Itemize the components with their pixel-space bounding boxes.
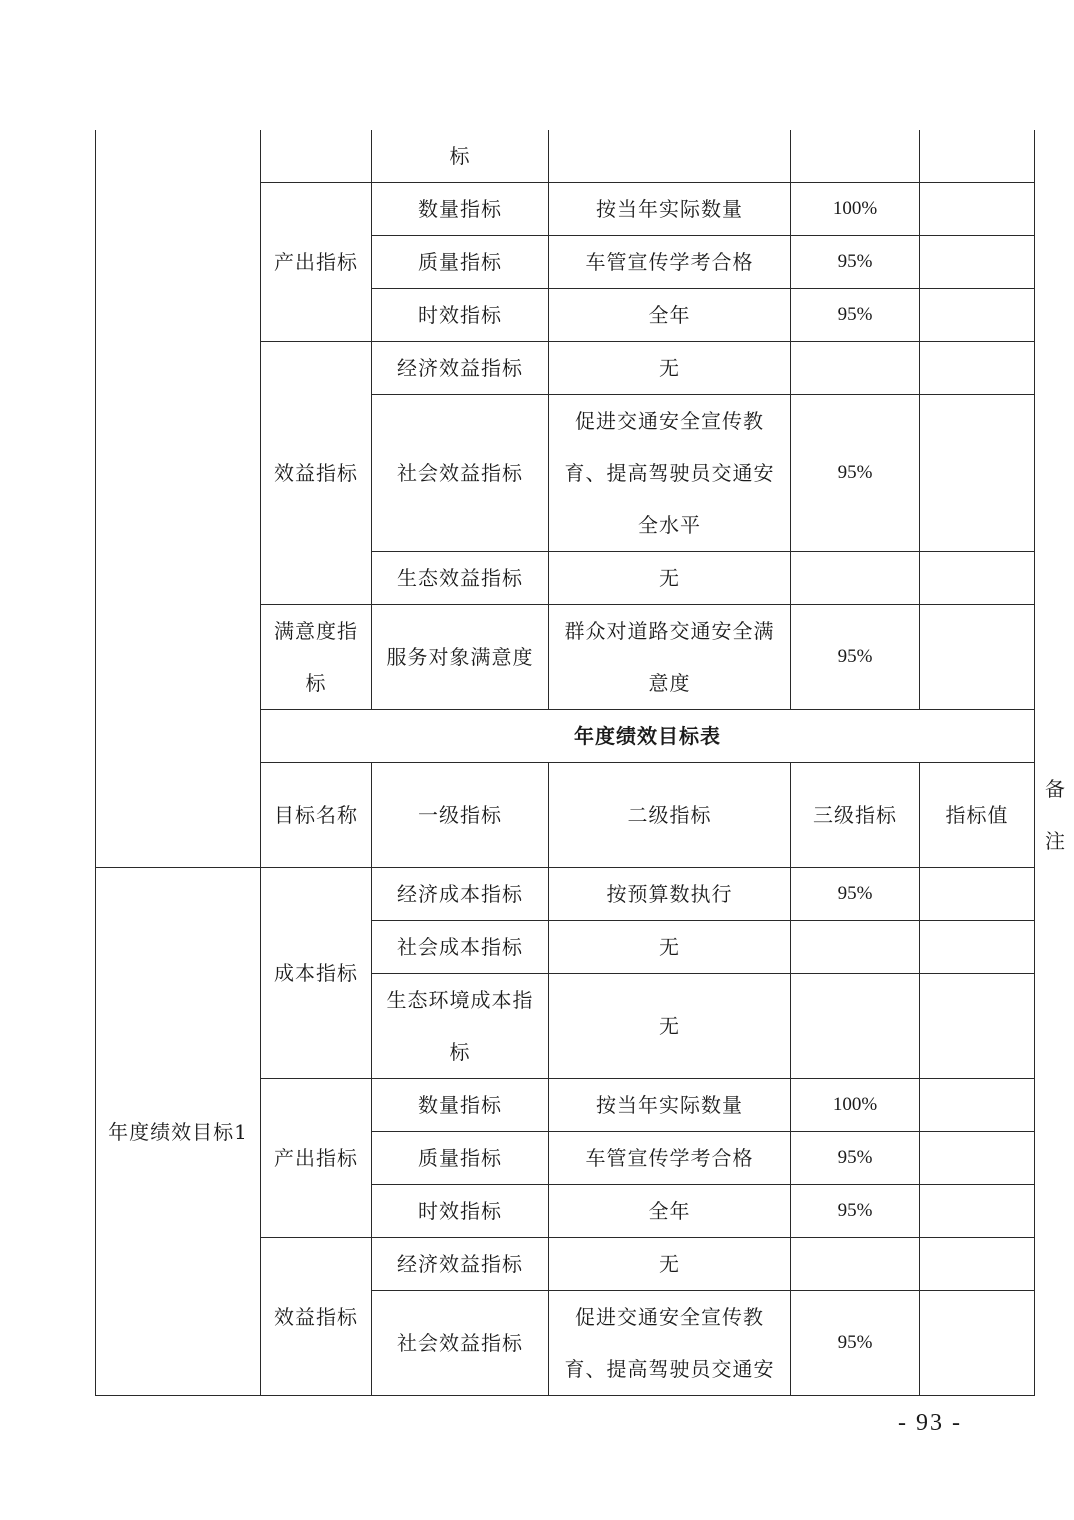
value-cell: 95% xyxy=(791,1291,920,1396)
note-cell xyxy=(920,289,1035,342)
value-cell xyxy=(791,130,920,183)
level3-cell: 全年 xyxy=(549,289,791,342)
level1-cell-continued xyxy=(261,130,372,183)
header-level1: 一级指标 xyxy=(372,763,549,868)
level2-cell: 生态环境成本指标 xyxy=(372,974,549,1079)
level2-cell: 数量指标 xyxy=(372,183,549,236)
level2-cell: 经济成本指标 xyxy=(372,868,549,921)
level2-cell: 标 xyxy=(372,130,549,183)
header-level2: 二级指标 xyxy=(549,763,791,868)
level2-cell: 社会效益指标 xyxy=(372,395,549,552)
target-name-cell-continued xyxy=(96,130,261,868)
note-cell xyxy=(920,605,1035,710)
section-title: 年度绩效目标表 xyxy=(261,710,1035,763)
level3-cell: 按预算数执行 xyxy=(549,868,791,921)
note-cell xyxy=(920,868,1035,921)
value-cell xyxy=(791,921,920,974)
note-cell xyxy=(920,1132,1035,1185)
level1-cell: 满意度指标 xyxy=(261,605,372,710)
note-cell xyxy=(920,1291,1035,1396)
level1-cell: 效益指标 xyxy=(261,342,372,605)
level2-cell: 时效指标 xyxy=(372,289,549,342)
level1-cell: 成本指标 xyxy=(261,868,372,1079)
value-cell: 95% xyxy=(791,395,920,552)
note-cell xyxy=(920,342,1035,395)
level3-cell: 无 xyxy=(549,1238,791,1291)
level3-cell: 无 xyxy=(549,921,791,974)
value-cell: 100% xyxy=(791,183,920,236)
level2-cell: 社会成本指标 xyxy=(372,921,549,974)
table-row xyxy=(96,868,1035,921)
level3-cell: 促进交通安全宣传教育、提高驾驶员交通安 xyxy=(549,1291,791,1396)
note-cell xyxy=(920,395,1035,552)
performance-table xyxy=(95,130,1066,1396)
value-cell: 95% xyxy=(791,1132,920,1185)
value-cell: 95% xyxy=(791,1185,920,1238)
value-cell xyxy=(791,342,920,395)
target-name-cell: 年度绩效目标1 xyxy=(96,868,261,1396)
note-cell xyxy=(920,236,1035,289)
value-cell: 95% xyxy=(791,236,920,289)
level3-cell: 按当年实际数量 xyxy=(549,183,791,236)
level2-cell: 质量指标 xyxy=(372,1132,549,1185)
header-value: 指标值 xyxy=(920,763,1035,868)
note-cell xyxy=(920,552,1035,605)
value-cell: 95% xyxy=(791,868,920,921)
level3-cell: 全年 xyxy=(549,1185,791,1238)
header-target-name: 目标名称 xyxy=(261,763,372,868)
note-cell xyxy=(920,130,1035,183)
value-cell: 95% xyxy=(791,289,920,342)
level3-cell: 无 xyxy=(549,342,791,395)
level3-cell: 车管宣传学考合格 xyxy=(549,1132,791,1185)
note-cell xyxy=(920,183,1035,236)
level2-cell: 生态效益指标 xyxy=(372,552,549,605)
note-cell xyxy=(920,1238,1035,1291)
level3-cell: 按当年实际数量 xyxy=(549,1079,791,1132)
level3-cell: 车管宣传学考合格 xyxy=(549,236,791,289)
level3-cell xyxy=(549,130,791,183)
value-cell: 95% xyxy=(791,605,920,710)
level2-cell: 质量指标 xyxy=(372,236,549,289)
level2-cell: 经济效益指标 xyxy=(372,342,549,395)
level1-cell: 产出指标 xyxy=(261,1079,372,1238)
level2-cell: 数量指标 xyxy=(372,1079,549,1132)
note-cell xyxy=(920,974,1035,1079)
value-cell xyxy=(791,552,920,605)
note-cell xyxy=(920,921,1035,974)
level2-cell: 社会效益指标 xyxy=(372,1291,549,1396)
value-cell: 100% xyxy=(791,1079,920,1132)
level3-cell: 无 xyxy=(549,974,791,1079)
header-row: 目标名称 一级指标 二级指标 三级指标 指标值 备注 xyxy=(96,763,1035,868)
level3-cell: 促进交通安全宣传教育、提高驾驶员交通安全水平 xyxy=(549,395,791,552)
note-cell xyxy=(920,1079,1035,1132)
level3-cell: 无 xyxy=(549,552,791,605)
page-number: - 93 - xyxy=(898,1410,962,1436)
level1-cell: 产出指标 xyxy=(261,183,372,342)
value-cell xyxy=(791,1238,920,1291)
level3-cell: 群众对道路交通安全满意度 xyxy=(549,605,791,710)
level2-cell: 服务对象满意度 xyxy=(372,605,549,710)
level2-cell: 经济效益指标 xyxy=(372,1238,549,1291)
value-cell xyxy=(791,974,920,1079)
note-cell xyxy=(920,1185,1035,1238)
table-row xyxy=(96,130,1035,183)
header-level3: 三级指标 xyxy=(791,763,920,868)
level2-cell: 时效指标 xyxy=(372,1185,549,1238)
level1-cell: 效益指标 xyxy=(261,1238,372,1396)
